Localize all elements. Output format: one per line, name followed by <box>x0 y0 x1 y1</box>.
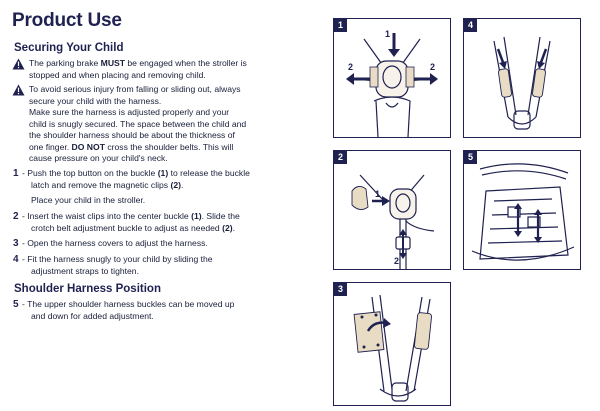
step-3-text: - Open the harness covers to adjust the harness. <box>22 238 208 248</box>
harness-fit-illustration <box>464 19 580 137</box>
step-5-text: - The upper shoulder harness buckles can be moved up and down for added adjustment. <box>22 299 235 321</box>
harness-cover-illustration <box>334 283 450 405</box>
step-number: 3 <box>13 238 19 249</box>
step-2-text: - Insert the waist clips into the center buckle (1). Slide the crotch belt adjustment buckle to adjust as needed (2). <box>22 211 240 233</box>
seat-back-adjust-illustration <box>464 151 580 269</box>
callout-1: 1 <box>375 189 381 199</box>
panel-badge: 3 <box>334 283 347 296</box>
step-1-note: Place your child in the stroller. <box>31 195 146 205</box>
panel-badge: 2 <box>334 151 347 164</box>
callout-2: 2 <box>430 62 436 72</box>
illustration-panel-3 <box>333 282 451 406</box>
illustration-panel-2 <box>333 150 451 270</box>
callout-2: 2 <box>394 256 400 266</box>
buckle-insert-illustration <box>334 151 450 269</box>
warning-parking-brake: The parking brake MUST be engaged when the stroller is stopped and when placing and removing child. <box>29 58 247 80</box>
buckle-release-illustration <box>334 19 450 137</box>
step-1-text: - Push the top button on the buckle (1) to release the buckle latch and remove the magnetic clips (2). <box>22 168 250 190</box>
panel-badge: 1 <box>334 19 347 32</box>
panel-badge: 4 <box>464 19 477 32</box>
section-heading-shoulder: Shoulder Harness Position <box>14 283 161 295</box>
section-heading-securing: Securing Your Child <box>14 42 124 54</box>
warning-harness: To avoid serious injury from falling or sliding out, always secure your child with the harness. Make sure the harness is adjusted properly and your child is snugly secured. The space between the child and the shoulder harness should be about the thickness of one finger. DO NOT cross the shoulder belts. This will cause pressure on your child's neck. <box>29 84 247 163</box>
illustration-panel-5 <box>463 150 581 270</box>
illustration-panel-4 <box>463 18 581 138</box>
warning-icon <box>12 58 25 70</box>
step-number: 2 <box>13 211 19 222</box>
step-number: 5 <box>13 299 19 310</box>
illustration-panel-1 <box>333 18 451 138</box>
panel-badge: 5 <box>464 151 477 164</box>
page-title: Product Use <box>12 10 122 31</box>
step-4-text: - Fit the harness snugly to your child by sliding the adjustment straps to tighten. <box>22 254 213 276</box>
callout-2: 2 <box>348 62 354 72</box>
warning-icon <box>12 84 25 96</box>
step-number: 1 <box>13 168 19 179</box>
callout-1: 1 <box>385 29 391 39</box>
step-number: 4 <box>13 254 19 265</box>
